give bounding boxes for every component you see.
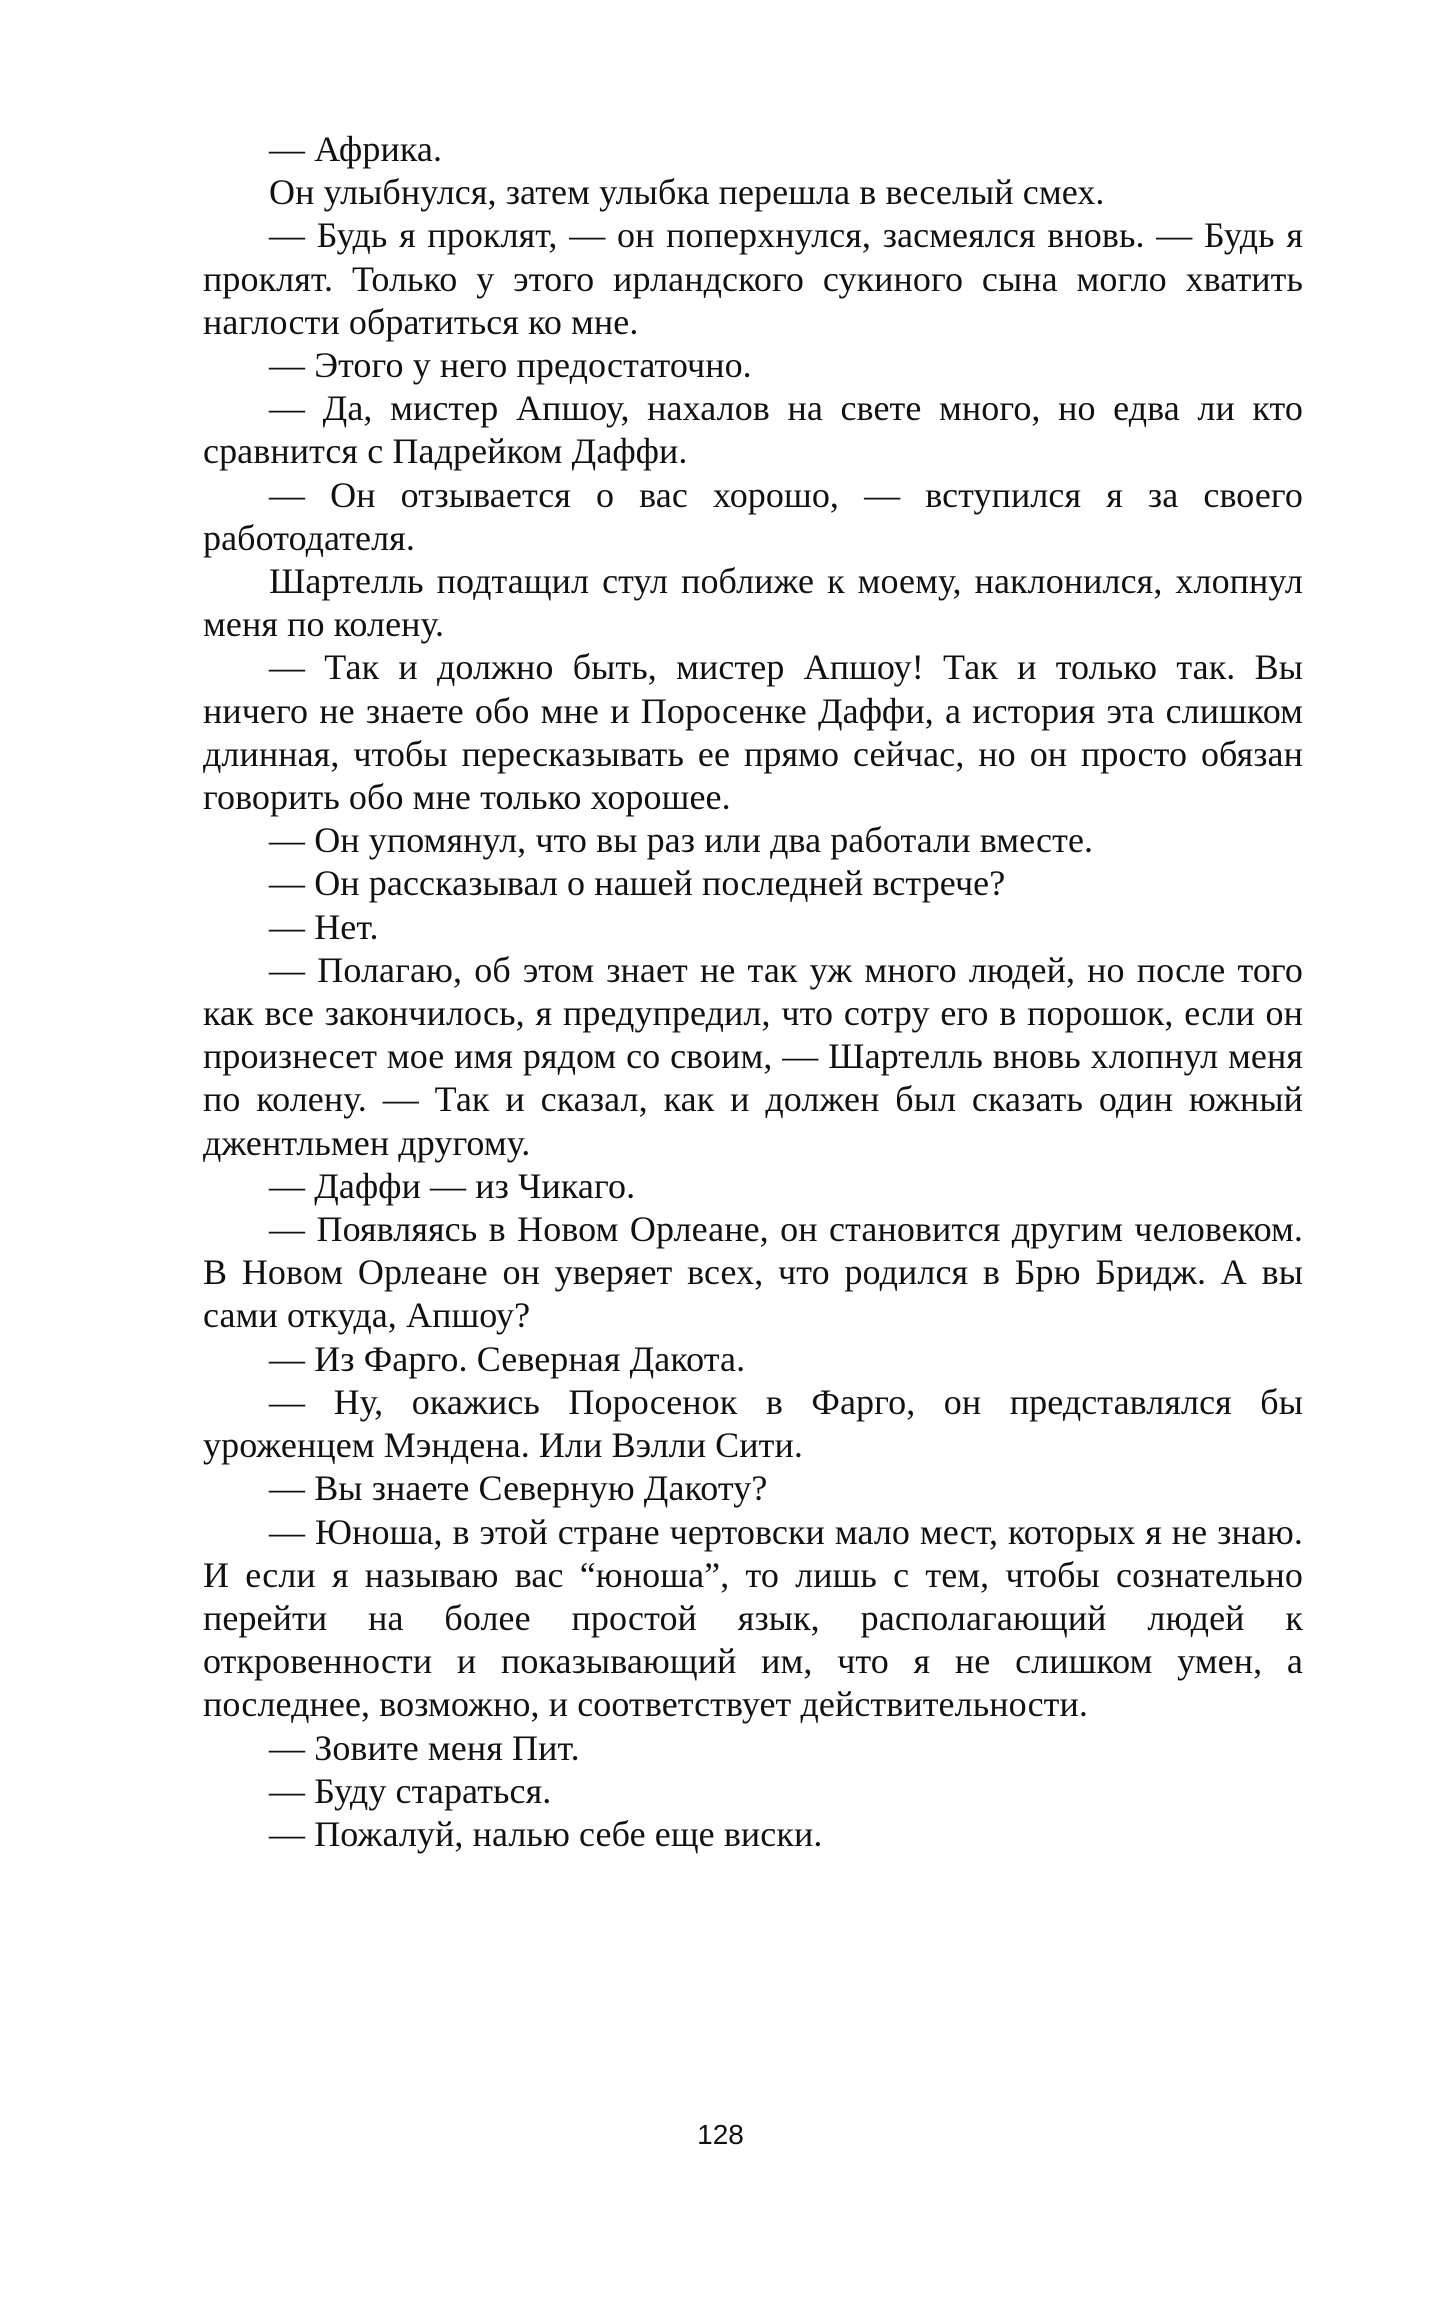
paragraph-11: — Нет. (269, 906, 379, 947)
paragraph-18: — Юноша, в этой стране чертовски мало мест, которых я не знаю. И если я называю вас “юноша”, то лишь с тем, чтобы сознательно перейти на более простой язык, располагающий людей к откровенности и показывающий им, что я не слишком умен, а последнее, возможно, и соответствует действительности. (203, 1511, 1303, 1725)
paragraph-16: — Ну, окажись Поросенок в Фарго, он представлялся бы уроженцем Мэндена. Или Вэлли Сити. (203, 1381, 1303, 1466)
paragraph-12: — Полагаю, об этом знает не так уж много людей, но после того как все закончилось, я предупредил, что сотру его в порошок, если он произнесет мое имя рядом со своим, — Шартелль вновь хлопнул меня по колену. — Так и сказал, как и должен был сказать один южный джентльмен другому. (203, 949, 1303, 1163)
paragraph-20: — Буду стараться. (269, 1770, 552, 1811)
paragraph-21: — Пожалуй, налью себе еще виски. (269, 1813, 823, 1854)
paragraph-6: — Он отзывается о вас хорошо, — вступился я за своего работодателя. (203, 474, 1303, 558)
paragraph-5: — Да, мистер Апшоу, нахалов на свете много, но едва ли кто сравнится с Падрейком Даффи. (203, 388, 1303, 472)
paragraph-8: — Так и должно быть, мистер Апшоу! Так и только так. Вы ничего не знаете обо мне и Поросенке Даффи, а история эта слишком длинная, чтобы пересказывать ее прямо сейчас, но он просто обязан говорить обо мне только хорошее. (203, 647, 1303, 818)
paragraph-7: Шартелль подтащил стул поближе к моему, наклонился, хлопнул меня по колену. (203, 561, 1303, 645)
paragraph-17: — Вы знаете Северную Дакоту? (269, 1468, 768, 1509)
paragraph-13: — Даффи — из Чикаго. (269, 1165, 636, 1206)
paragraph-3: — Будь я проклят, — он поперхнулся, засмеялся вновь. — Будь я проклят. Только у этого ирландского сукиного сына могло хватить наглости обратиться ко мне. (203, 215, 1303, 342)
paragraph-2: Он улыбнулся, затем улыбка перешла в веселый смех. (269, 172, 1105, 213)
paragraph-1: — Африка. (269, 129, 443, 169)
paragraph-15: — Из Фарго. Северная Дакота. (269, 1338, 746, 1379)
paragraph-19: — Зовите меня Пит. (269, 1727, 580, 1768)
paragraph-10: — Он рассказывал о нашей последней встрече? (269, 863, 1006, 904)
paragraph-9: — Он упомянул, что вы раз или два работали вместе. (269, 820, 1094, 861)
page-number: 128 (697, 2119, 744, 2150)
paragraph-4: — Этого у него предостаточно. (269, 345, 752, 386)
paragraph-14: — Появляясь в Новом Орлеане, он становится другим человеком. В Новом Орлеане он уверяет всех, что родился в Брю Бридж. А вы сами откуда, Апшоу? (203, 1209, 1303, 1336)
body-text (203, 128, 1303, 1856)
